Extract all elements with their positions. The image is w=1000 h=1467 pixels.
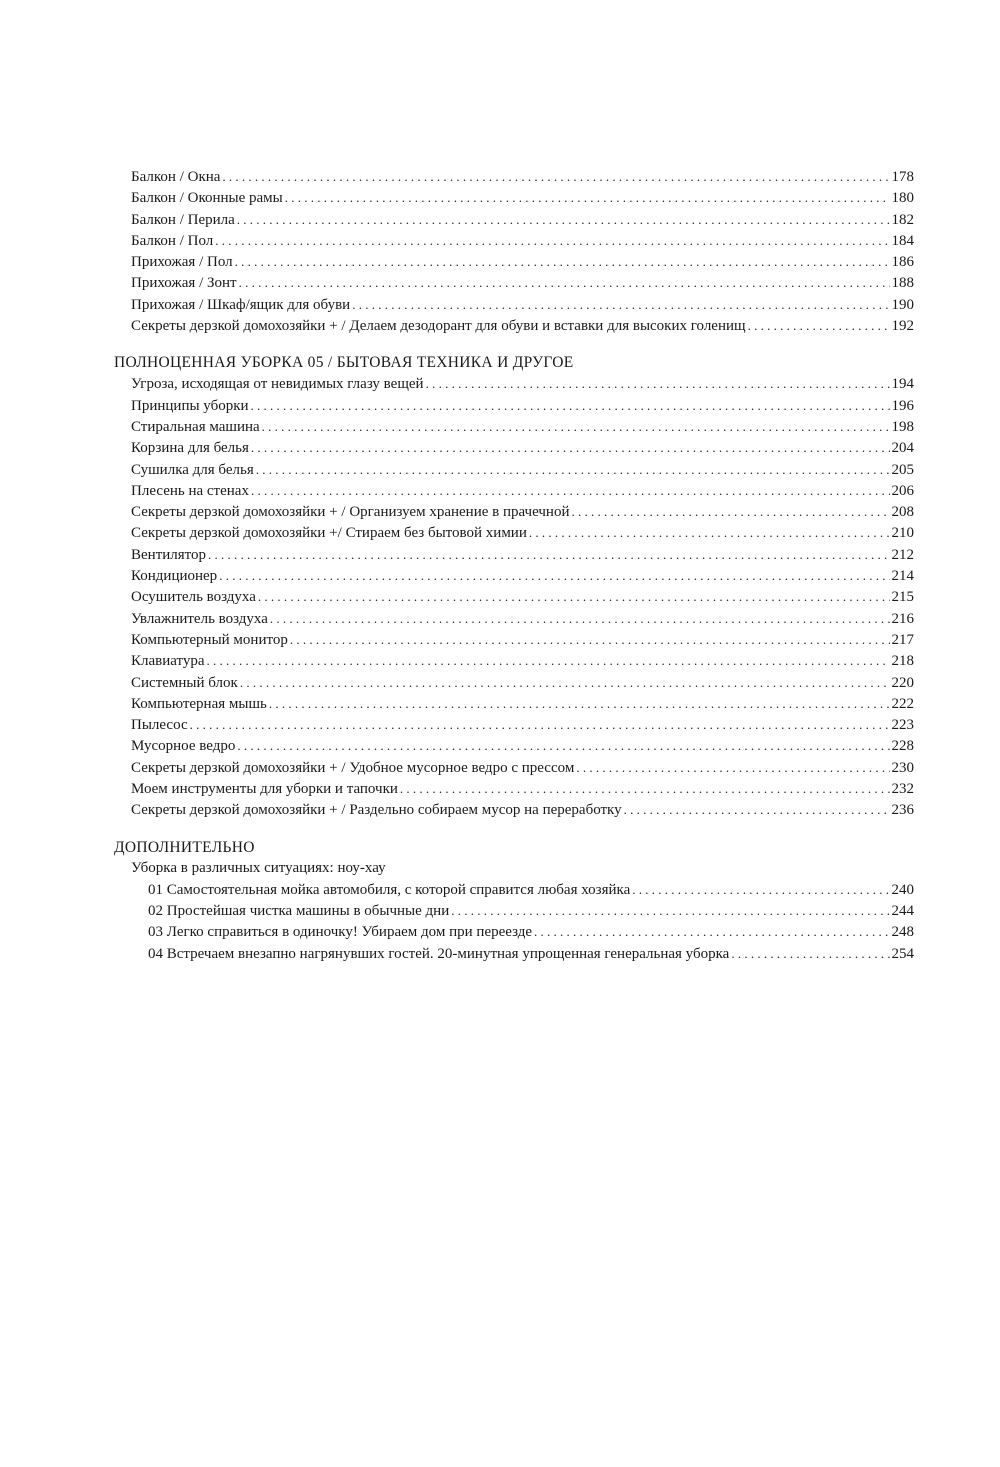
toc-entry-title: Стиральная машина bbox=[131, 418, 260, 435]
dot-leader bbox=[219, 565, 889, 586]
toc-entry-title: Прихожая / Пол bbox=[131, 254, 233, 271]
toc-entry-title: 01 Самостоятельная мойка автомобиля, с которой справится любая хозяйка bbox=[148, 881, 631, 898]
dot-leader bbox=[451, 900, 889, 921]
toc-entry-title: Секреты дерзкой домохозяйки + / Удобное мусорное ведро с прессом bbox=[131, 759, 575, 776]
toc-entry-page-number: 188 bbox=[891, 275, 914, 292]
toc-entry-title: 02 Простейшая чистка машины в обычные дни bbox=[148, 902, 450, 919]
toc-section bbox=[114, 838, 914, 964]
toc-entry[interactable] bbox=[114, 757, 914, 778]
dot-leader bbox=[269, 693, 890, 714]
toc-entry-title: Секреты дерзкой домохозяйки + / Делаем дезодорант для обуви и вставки для высоких голенищ bbox=[131, 318, 746, 335]
toc-entry-page-number: 206 bbox=[891, 482, 914, 499]
toc-entry[interactable] bbox=[114, 565, 914, 586]
toc-entry[interactable] bbox=[114, 650, 914, 671]
dot-leader bbox=[576, 757, 889, 778]
toc-entry-page-number: 215 bbox=[891, 589, 914, 606]
toc-entry[interactable] bbox=[114, 714, 914, 735]
toc-entry[interactable] bbox=[114, 187, 914, 208]
dot-leader bbox=[262, 416, 890, 437]
toc-entry-title: Балкон / Окна bbox=[131, 169, 221, 185]
dot-leader bbox=[239, 272, 890, 293]
toc-entry[interactable] bbox=[114, 480, 914, 501]
dot-leader bbox=[426, 373, 890, 394]
toc-entry-title: Балкон / Перила bbox=[131, 211, 235, 228]
toc-entry-page-number: 218 bbox=[891, 653, 914, 670]
toc-entry[interactable] bbox=[114, 629, 914, 650]
toc-entry[interactable] bbox=[114, 672, 914, 693]
toc-entry-page-number: 214 bbox=[891, 568, 914, 585]
toc-entry-title: Балкон / Пол bbox=[131, 232, 214, 249]
toc-entry[interactable] bbox=[114, 166, 914, 187]
dot-leader bbox=[207, 650, 890, 671]
toc-entry-title: 03 Легко справиться в одиночку! Убираем дом при переезде bbox=[148, 924, 533, 941]
dot-leader bbox=[352, 294, 889, 315]
toc-entry-page-number: 194 bbox=[891, 376, 914, 393]
toc-entry-title: Плесень на стенах bbox=[131, 482, 249, 499]
dot-leader bbox=[215, 230, 889, 251]
dot-leader bbox=[208, 544, 889, 565]
toc-entry[interactable] bbox=[114, 437, 914, 458]
toc-entry-page-number: 232 bbox=[891, 781, 914, 798]
dot-leader bbox=[529, 522, 890, 543]
dot-leader bbox=[290, 629, 890, 650]
toc-entry-title: Кондиционер bbox=[131, 568, 218, 585]
toc-entry-page-number: 210 bbox=[891, 525, 914, 542]
toc-entry-title: Мусорное ведро bbox=[131, 738, 236, 755]
toc-entry[interactable] bbox=[114, 294, 914, 315]
toc-entry-page-number: 178 bbox=[891, 169, 914, 185]
toc-entry-page-number: 180 bbox=[891, 190, 914, 207]
toc-entry[interactable] bbox=[114, 921, 914, 942]
toc-entry-title: Угроза, исходящая от невидимых глазу вещей bbox=[131, 376, 424, 393]
toc-entry-page-number: 236 bbox=[891, 802, 914, 819]
toc-entry-page-number: 248 bbox=[891, 924, 914, 941]
toc-entry[interactable] bbox=[114, 608, 914, 629]
toc-entry-page-number: 208 bbox=[891, 504, 914, 521]
dot-leader bbox=[235, 251, 890, 272]
toc-entry[interactable] bbox=[114, 879, 914, 900]
toc-entry-title: Вентилятор bbox=[131, 546, 207, 563]
toc-entry-title: Прихожая / Шкаф/ящик для обуви bbox=[131, 296, 351, 313]
dot-leader bbox=[190, 714, 890, 735]
toc-entry-title: Моем инструменты для уборки и тапочки bbox=[131, 781, 398, 798]
toc-entry[interactable] bbox=[114, 522, 914, 543]
toc-entry[interactable] bbox=[114, 395, 914, 416]
toc-entry-page-number: 196 bbox=[891, 397, 914, 414]
toc-entry[interactable] bbox=[114, 459, 914, 480]
dot-leader bbox=[251, 480, 890, 501]
toc-entry-title: Секреты дерзкой домохозяйки + / Раздельно собираем мусор на переработку bbox=[131, 802, 622, 819]
toc-entry-page-number: 205 bbox=[891, 461, 914, 478]
toc-entry[interactable] bbox=[114, 799, 914, 820]
toc-entry-page-number: 216 bbox=[891, 610, 914, 627]
toc-entry[interactable] bbox=[114, 586, 914, 607]
toc-entry-title: Балкон / Оконные рамы bbox=[131, 190, 283, 207]
toc-entry-page-number: 184 bbox=[891, 232, 914, 249]
section-heading: ДОПОЛНИТЕЛЬНО bbox=[114, 838, 255, 856]
dot-leader bbox=[571, 501, 889, 522]
dot-leader bbox=[251, 395, 890, 416]
toc-entry-page-number: 223 bbox=[891, 717, 914, 734]
toc-entry[interactable] bbox=[114, 735, 914, 756]
toc-entry-title: Пылесос bbox=[131, 717, 188, 734]
toc-entry-title: Системный блок bbox=[131, 674, 238, 691]
dot-leader bbox=[270, 608, 890, 629]
toc-entry-title: Принципы уборки bbox=[131, 397, 249, 414]
table-of-contents bbox=[114, 166, 914, 964]
toc-entry[interactable] bbox=[114, 251, 914, 272]
toc-entry[interactable] bbox=[114, 272, 914, 293]
toc-entry-page-number: 228 bbox=[891, 738, 914, 755]
dot-leader bbox=[534, 921, 889, 942]
toc-entry[interactable] bbox=[114, 315, 914, 336]
toc-entry[interactable] bbox=[114, 230, 914, 251]
dot-leader bbox=[731, 943, 889, 964]
toc-section bbox=[114, 353, 914, 820]
toc-entry-title: Секреты дерзкой домохозяйки +/ Стираем без бытовой химии bbox=[131, 525, 527, 542]
section-heading: ПОЛНОЦЕННАЯ УБОРКА 05 / БЫТОВАЯ ТЕХНИКА И ДРУГОЕ bbox=[114, 354, 574, 372]
toc-entry[interactable] bbox=[114, 900, 914, 921]
dot-leader bbox=[222, 166, 889, 187]
dot-leader bbox=[400, 778, 890, 799]
toc-entry-title: Секреты дерзкой домохозяйки + / Организуем хранение в прачечной bbox=[131, 504, 570, 521]
toc-entry-page-number: 222 bbox=[891, 695, 914, 712]
dot-leader bbox=[285, 187, 890, 208]
dot-leader bbox=[256, 459, 890, 480]
toc-entry-page-number: 230 bbox=[891, 759, 914, 776]
toc-entry-title: Компьютерный монитор bbox=[131, 631, 288, 648]
toc-entry-page-number: 182 bbox=[891, 211, 914, 228]
dot-leader bbox=[748, 315, 890, 336]
section-subheading: Уборка в различных ситуациях: ноу-хау bbox=[131, 859, 386, 876]
toc-entry-page-number: 186 bbox=[891, 254, 914, 271]
toc-entry[interactable] bbox=[114, 693, 914, 714]
toc-entry-title: 04 Встречаем внезапно нагрянувших гостей. 20-минутная упрощенная генеральная уборка bbox=[148, 945, 730, 962]
toc-entry[interactable] bbox=[114, 209, 914, 230]
toc-entry[interactable] bbox=[114, 943, 914, 964]
toc-entry[interactable] bbox=[114, 544, 914, 565]
dot-leader bbox=[240, 672, 890, 693]
toc-entry[interactable] bbox=[114, 373, 914, 394]
toc-entry[interactable] bbox=[114, 416, 914, 437]
toc-entry-page-number: 212 bbox=[891, 546, 914, 563]
toc-entry-title: Компьютерная мышь bbox=[131, 695, 267, 712]
toc-entry-page-number: 217 bbox=[891, 631, 914, 648]
toc-entry[interactable] bbox=[114, 778, 914, 799]
toc-entry-page-number: 198 bbox=[891, 418, 914, 435]
toc-entry-title: Прихожая / Зонт bbox=[131, 275, 237, 292]
toc-entry-page-number: 220 bbox=[891, 674, 914, 691]
dot-leader bbox=[237, 735, 889, 756]
toc-entry-page-number: 192 bbox=[891, 318, 914, 335]
dot-leader bbox=[624, 799, 890, 820]
dot-leader bbox=[251, 437, 890, 458]
dot-leader bbox=[237, 209, 890, 230]
toc-entry-page-number: 240 bbox=[891, 881, 914, 898]
dot-leader bbox=[632, 879, 889, 900]
toc-entry[interactable] bbox=[114, 501, 914, 522]
toc-entry-title: Корзина для белья bbox=[131, 440, 249, 457]
toc-entry-page-number: 244 bbox=[891, 902, 914, 919]
toc-entry-title: Увлажнитель воздуха bbox=[131, 610, 268, 627]
toc-section bbox=[114, 166, 914, 336]
toc-entry-title: Осушитель воздуха bbox=[131, 589, 256, 606]
toc-entry-page-number: 254 bbox=[891, 945, 914, 962]
dot-leader bbox=[258, 586, 890, 607]
toc-entry-title: Сушилка для белья bbox=[131, 461, 254, 478]
toc-entry-title: Клавиатура bbox=[131, 653, 205, 670]
toc-entry-page-number: 190 bbox=[891, 296, 914, 313]
toc-entry-page-number: 204 bbox=[891, 440, 914, 457]
